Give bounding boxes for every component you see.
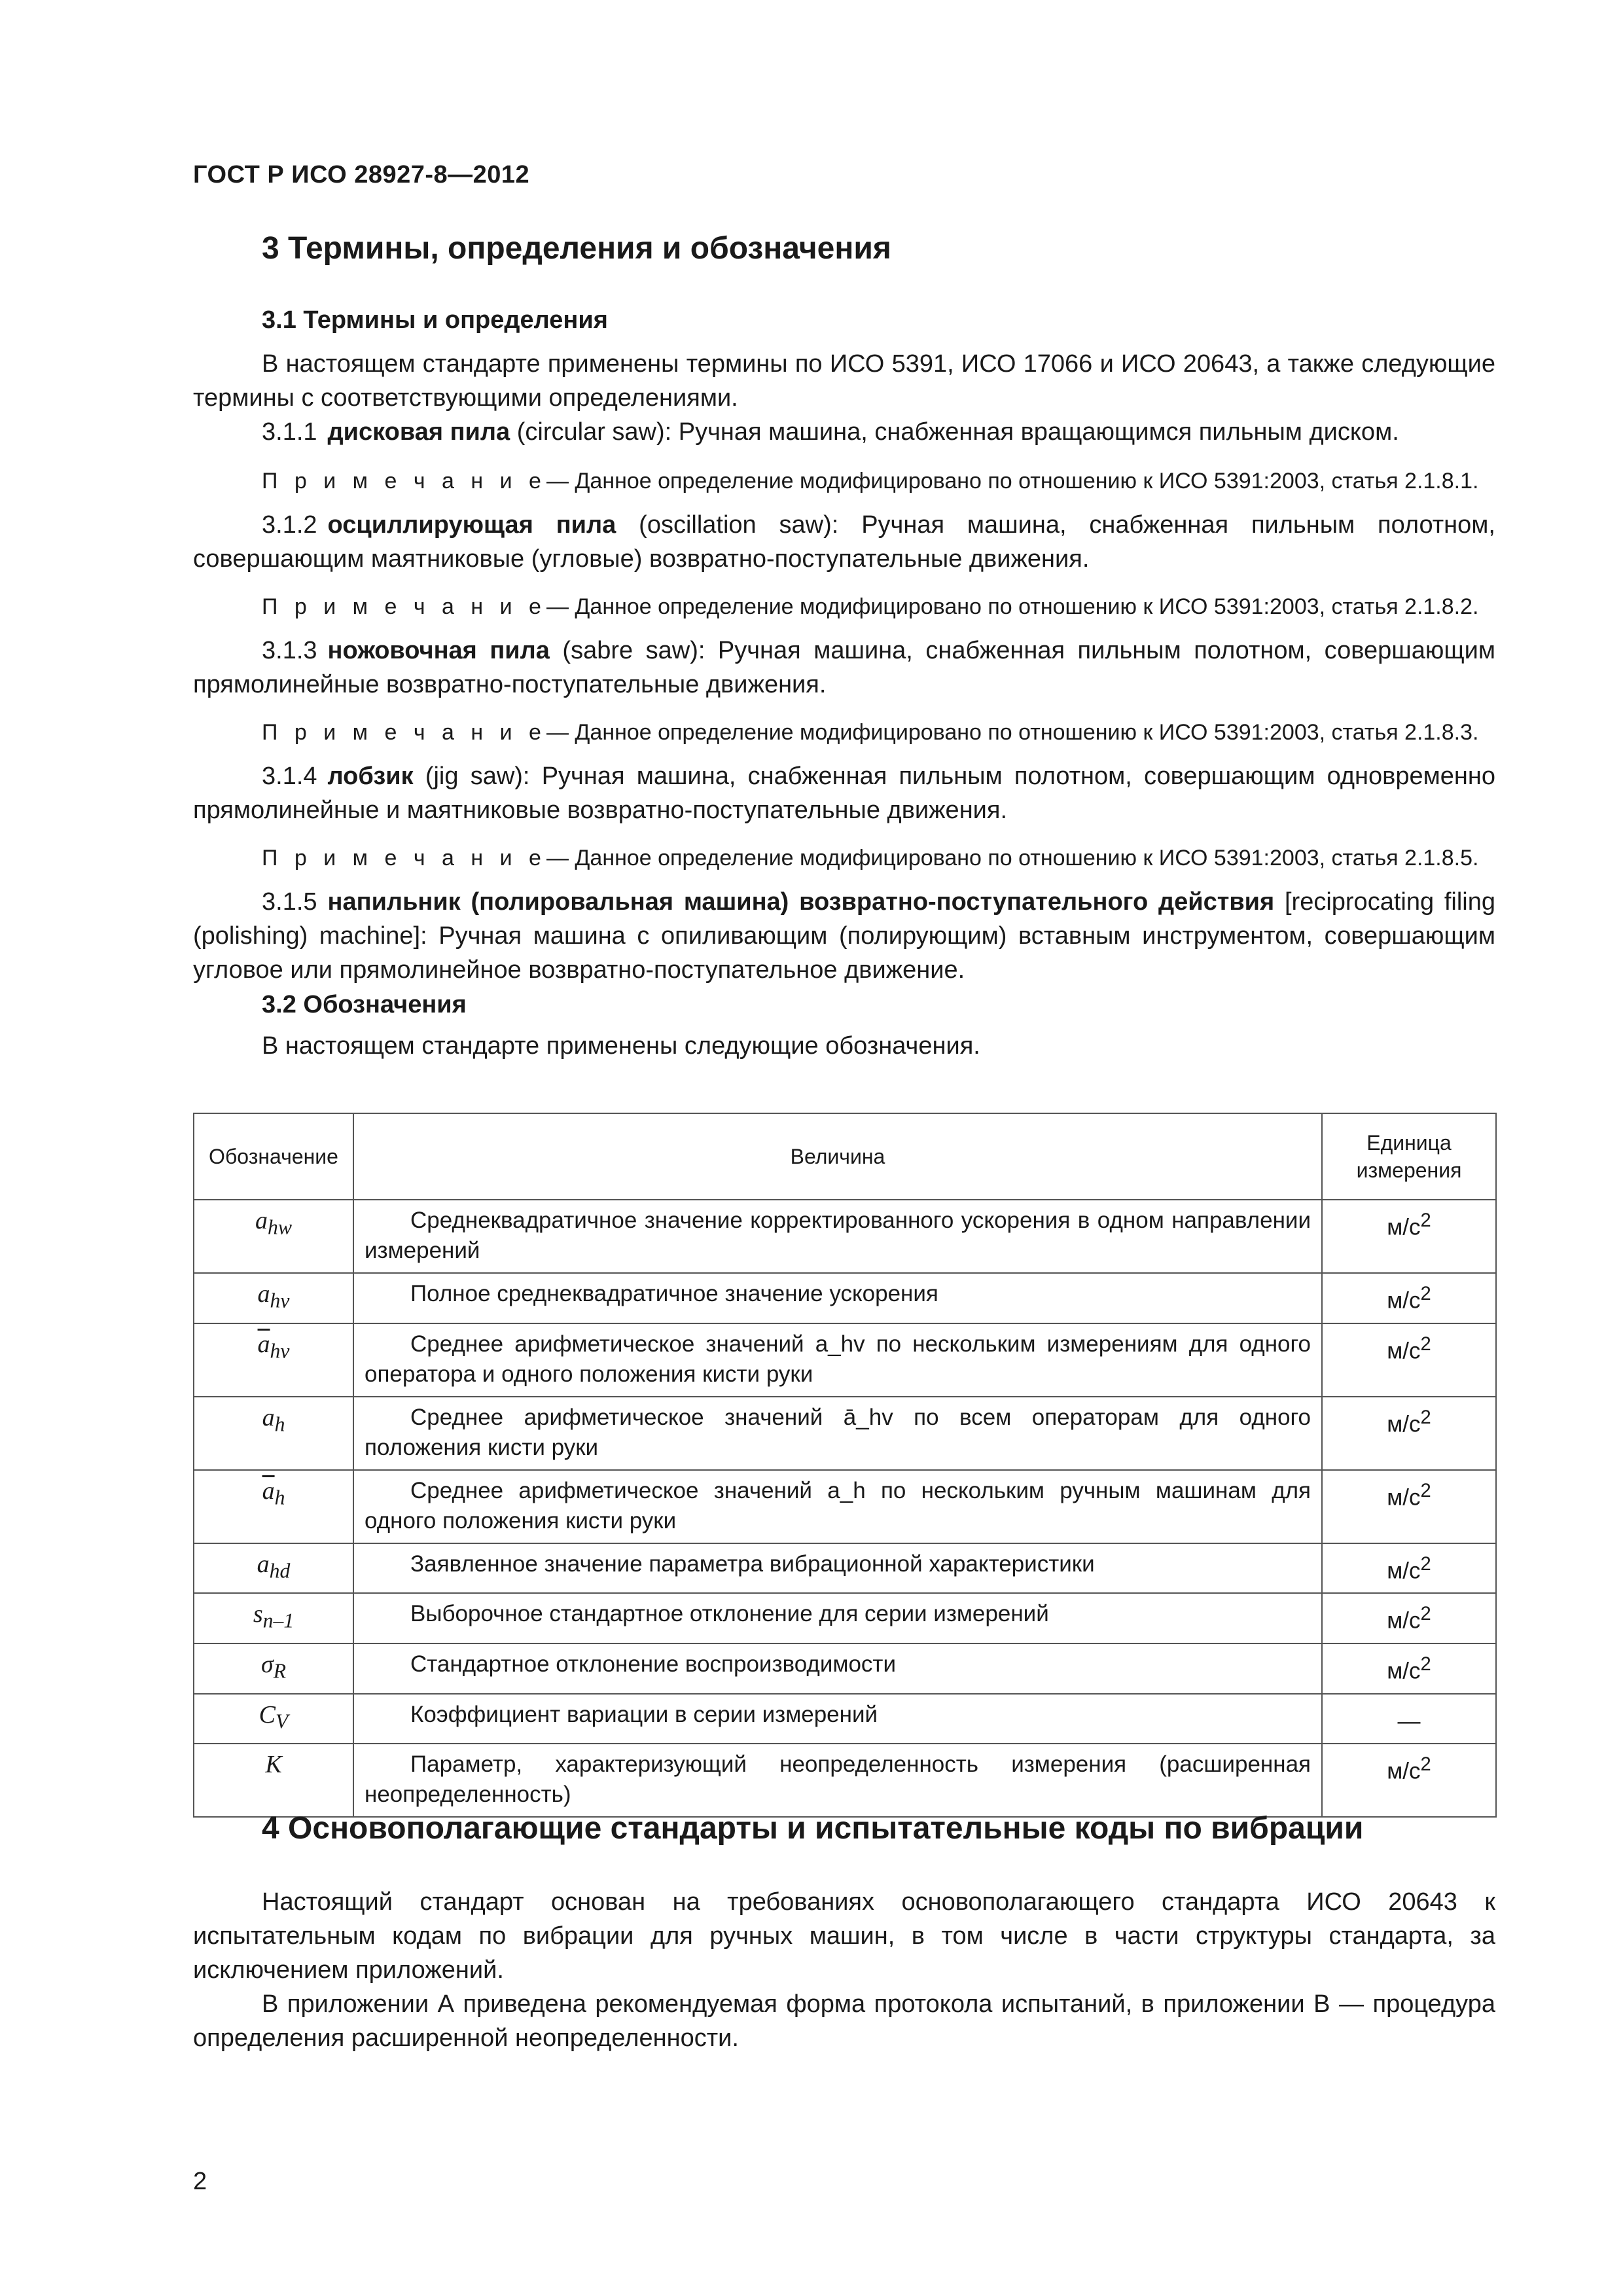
- unit-cell: $м/с^2$: [1322, 1273, 1496, 1323]
- symbol-cell: $a_{hw}$: [194, 1200, 353, 1273]
- symbol-cell: $s_{n-1}$: [194, 1593, 353, 1643]
- symbol-cell: $a_{hv}$: [194, 1273, 353, 1323]
- table-row: [194, 1273, 1496, 1323]
- symbol-cell: $a_{hd}$: [194, 1543, 353, 1594]
- symbol-cell: $\overline{a}_h$: [194, 1470, 353, 1543]
- quantity-cell: Стандартное отклонение воспроизводимости: [353, 1643, 1322, 1694]
- table-row: [194, 1397, 1496, 1470]
- table-row: [194, 1200, 1496, 1273]
- unit-cell: $м/с^2$: [1322, 1643, 1496, 1694]
- quantity-cell: Среднеквадратичное значение корректированного ускорения в одном направлении измерений: [353, 1200, 1322, 1273]
- quantity-cell: Выборочное стандартное отклонение для серии измерений: [353, 1593, 1322, 1643]
- table-row: [194, 1744, 1496, 1817]
- unit-cell: $м/с^2$: [1322, 1200, 1496, 1273]
- quantity-cell: Среднее арифметическое значений ā_hv по всем операторам для одного положения кисти руки: [353, 1397, 1322, 1470]
- unit-cell: $м/с^2$: [1322, 1593, 1496, 1643]
- term-name: лобзик: [327, 762, 414, 790]
- table-row: [194, 1470, 1496, 1543]
- term-3-1-4: 3.1.4 лобзик (jig saw): Ручная машина, снабженная пильным полотном, совершающим одновременно прямолинейные и маятниковые возвратно-поступательные движения.: [193, 762, 1495, 824]
- quantity-cell: Полное среднеквадратичное значение ускорения: [353, 1273, 1322, 1323]
- unit-cell: $м/с^2$: [1322, 1543, 1496, 1594]
- term-name: осциллирующая пила: [327, 511, 616, 539]
- term-name: ножовочная пила: [327, 637, 550, 664]
- table-row: [194, 1593, 1496, 1643]
- quantity-cell: Коэффициент вариации в серии измерений: [353, 1694, 1322, 1744]
- section-4-paragraph-2: В приложении А приведена рекомендуемая форма протокола испытаний, в приложении В — процедура определения расширенной неопределенности.: [193, 1990, 1495, 2052]
- unit-cell: $м/с^2$: [1322, 1323, 1496, 1397]
- header-quantity: Величина: [353, 1113, 1322, 1200]
- document-code: ГОСТ Р ИСО 28927-8—2012: [193, 161, 530, 188]
- symbols-table: [193, 1113, 1497, 1818]
- table-row: [194, 1694, 1496, 1744]
- table-row: [194, 1543, 1496, 1594]
- header-unit: Единица измерения: [1322, 1113, 1496, 1200]
- table-header-row: [194, 1113, 1496, 1200]
- term-3-1-2: 3.1.2 осциллирующая пила (oscillation saw): Ручная машина, снабженная пильным полотном, совершающим маятниковые (угловые) возвратно-поступательные движения.: [193, 511, 1495, 573]
- symbol-cell: $\sigma_R$: [194, 1643, 353, 1694]
- term-3-1-3: 3.1.3 ножовочная пила (sabre saw): Ручная машина, снабженная пильным полотном, совершающим прямолинейные возвратно-поступательные движения.: [193, 637, 1495, 698]
- section-3-2-intro: В настоящем стандарте применены следующие обозначения.: [262, 1032, 980, 1060]
- unit-cell: $м/с^2$: [1322, 1744, 1496, 1817]
- note-3-1-1: П р и м е ч а н и е— Данное определение модифицировано по отношению к ИСО 5391:2003, статья 2.1.8.1.: [262, 469, 1479, 493]
- unit-cell: $м/с^2$: [1322, 1470, 1496, 1543]
- table-row: [194, 1323, 1496, 1397]
- unit-cell: —: [1322, 1694, 1496, 1744]
- note-3-1-3: П р и м е ч а н и е— Данное определение модифицировано по отношению к ИСО 5391:2003, статья 2.1.8.3.: [262, 720, 1479, 745]
- term-3-1-1: 3.1.1 дисковая пила (circular saw): Ручная машина, снабженная вращающимся пильным диском.: [262, 418, 1399, 446]
- quantity-cell: Среднее арифметическое значений a_hv по нескольким измерениям для одного оператора и одного положения кисти руки: [353, 1323, 1322, 1397]
- quantity-cell: Параметр, характеризующий неопределенность измерения (расширенная неопределенность): [353, 1744, 1322, 1817]
- section-3-title: 3 Термины, определения и обозначения: [262, 231, 891, 266]
- quantity-cell: Заявленное значение параметра вибрационной характеристики: [353, 1543, 1322, 1594]
- note-3-1-2: П р и м е ч а н и е— Данное определение модифицировано по отношению к ИСО 5391:2003, статья 2.1.8.2.: [262, 594, 1479, 619]
- term-name: напильник (полировальная машина) возвратно-поступательного действия: [327, 888, 1275, 916]
- page-number: 2: [193, 2168, 207, 2195]
- section-3-2-title: 3.2 Обозначения: [262, 991, 467, 1018]
- table-row: [194, 1643, 1496, 1694]
- symbol-cell: $\overline{a}_{hv}$: [194, 1323, 353, 1397]
- symbol-cell: $a_h$: [194, 1397, 353, 1470]
- symbol-cell: $C_V$: [194, 1694, 353, 1744]
- quantity-cell: Среднее арифметическое значений a_h по нескольким ручным машинам для одного положения кисти руки: [353, 1470, 1322, 1543]
- note-3-1-4: П р и м е ч а н и е— Данное определение модифицировано по отношению к ИСО 5391:2003, статья 2.1.8.5.: [262, 846, 1479, 870]
- section-4-title: 4 Основополагающие стандарты и испытательные коды по вибрации: [262, 1811, 1364, 1846]
- section-3-1-intro: В настоящем стандарте применены термины по ИСО 5391, ИСО 17066 и ИСО 20643, а также следующие термины с соответствующими определениями.: [193, 350, 1495, 412]
- section-3-1-title: 3.1 Термины и определения: [262, 306, 608, 334]
- symbol-cell: K: [194, 1744, 353, 1817]
- term-3-1-5: 3.1.5 напильник (полировальная машина) возвратно-поступательного действия [reciprocating filing (polishing) machine]: Ручная машина с опиливающим (полирующим) вставным инструментом, совершающим угловое или прямолинейное возвратно-поступательное движение.: [193, 888, 1496, 984]
- header-symbol: Обозначение: [194, 1113, 353, 1200]
- section-4-paragraph-1: Настоящий стандарт основан на требованиях основополагающего стандарта ИСО 20643 к испытательным кодам по вибрации для ручных машин, в том числе в части структуры стандарта, за исключением приложений.: [193, 1888, 1495, 1984]
- term-name: дисковая пила: [327, 418, 510, 446]
- unit-cell: $м/с^2$: [1322, 1397, 1496, 1470]
